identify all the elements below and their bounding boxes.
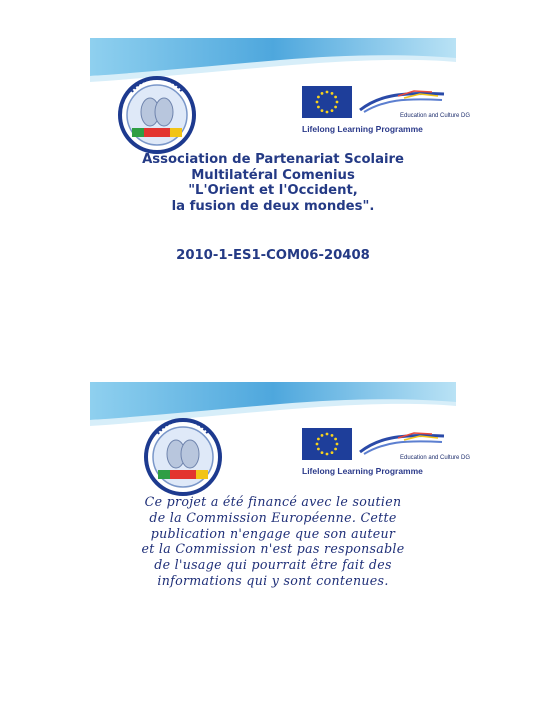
disclaimer-line: et la Commission n'est pas responsable xyxy=(141,541,405,557)
education-culture-caption: Education and Culture DG xyxy=(400,455,471,461)
association-title xyxy=(90,152,456,214)
disclaimer-line: de l'usage qui pourrait être fait des xyxy=(154,557,392,573)
disclaimer-line: publication n'engage que son auteur xyxy=(150,525,396,541)
school-emblem-icon xyxy=(118,76,196,154)
slide-1 xyxy=(90,38,471,338)
lifelong-learning-swoosh-icon xyxy=(358,88,446,116)
lifelong-learning-caption: Lifelong Learning Programme xyxy=(302,124,423,134)
eu-programme-logos xyxy=(302,428,471,480)
funding-disclaimer xyxy=(100,494,446,589)
disclaimer-line: Ce projet a été financé avec le soutien xyxy=(144,494,402,509)
title-line: la fusion de deux mondes". xyxy=(171,198,375,214)
disclaimer-line: de la Commission Européenne. Cette xyxy=(149,509,397,525)
school-emblem-icon xyxy=(144,418,222,496)
lifelong-learning-swoosh-icon xyxy=(358,430,446,458)
education-culture-caption: Education and Culture DG xyxy=(400,113,471,119)
slide-2 xyxy=(90,382,471,682)
title-line: "L'Orient et l'Occident, xyxy=(188,183,358,199)
title-line: Multilatéral Comenius xyxy=(191,167,355,183)
title-line: Association de Partenariat Scolaire xyxy=(142,152,404,167)
eu-flag-icon xyxy=(302,428,352,460)
disclaimer-line: informations qui y sont contenues. xyxy=(157,572,389,588)
eu-flag-icon xyxy=(302,86,352,118)
eu-programme-logos xyxy=(302,86,471,138)
lifelong-learning-caption: Lifelong Learning Programme xyxy=(302,466,423,476)
project-code: 2010-1-ES1-COM06-20408 xyxy=(176,248,370,263)
